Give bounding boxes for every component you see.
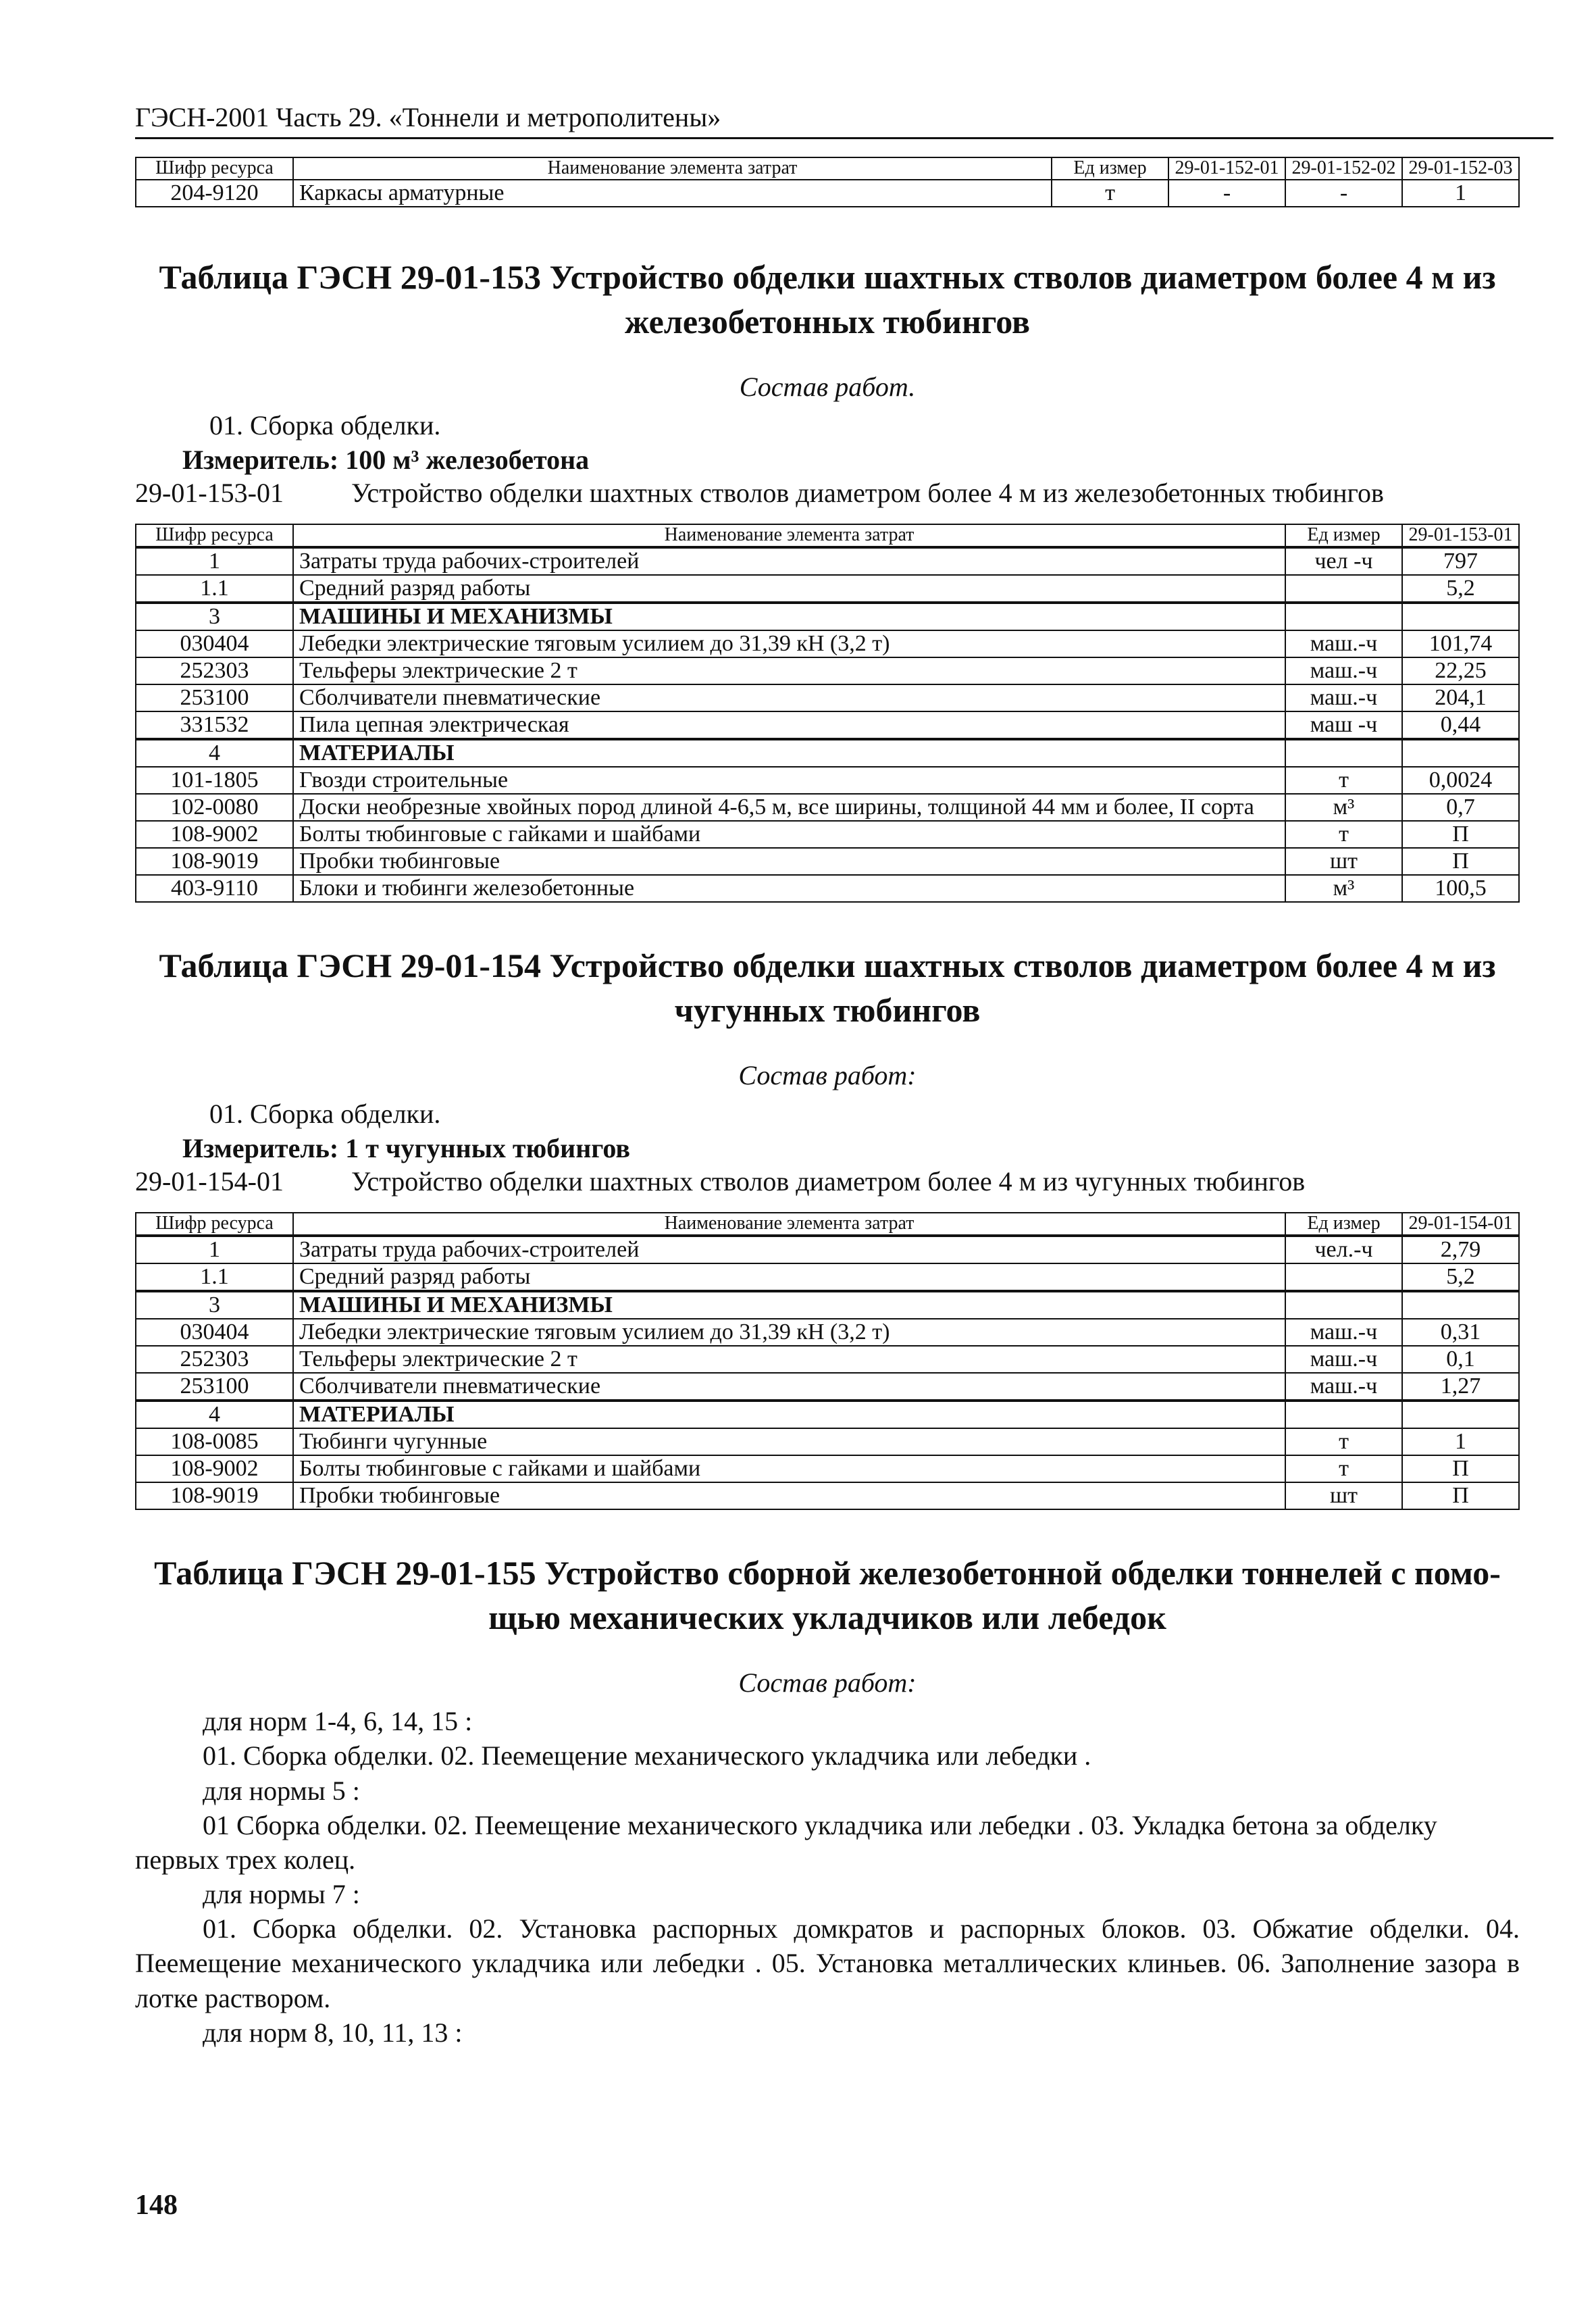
row-unit: маш.-ч bbox=[1285, 1373, 1402, 1401]
row-unit: шт bbox=[1285, 848, 1402, 875]
header-col-3: 29-01-152-03 bbox=[1402, 157, 1519, 180]
row-name: Тельферы электрические 2 т bbox=[293, 1346, 1285, 1373]
table-row bbox=[136, 848, 1519, 875]
row-unit: чел.-ч bbox=[1285, 1236, 1402, 1263]
row-unit: маш.-ч bbox=[1285, 1319, 1402, 1346]
row-code: 108-9002 bbox=[136, 1455, 293, 1482]
row-name: МАТЕРИАЛЫ bbox=[293, 1401, 1285, 1428]
row-code: 252303 bbox=[136, 1346, 293, 1373]
norm-code: 29-01-154-01 bbox=[135, 1166, 284, 1197]
table-row bbox=[136, 1373, 1519, 1401]
measure-line: Измеритель: 100 м³ железобетона bbox=[182, 444, 590, 475]
header-unit: Ед измер bbox=[1285, 524, 1402, 547]
row-value: 204,1 bbox=[1402, 684, 1519, 711]
row-value bbox=[1402, 1291, 1519, 1319]
row-code: 4 bbox=[136, 1401, 293, 1428]
composition-heading: Состав работ: bbox=[738, 1667, 917, 1699]
row-name: Средний разряд работы bbox=[293, 575, 1285, 603]
table-row bbox=[136, 1346, 1519, 1373]
header-unit: Ед измер bbox=[1285, 1213, 1402, 1236]
row-code: 108-9019 bbox=[136, 848, 293, 875]
header-name: Наименование элемента затрат bbox=[293, 157, 1052, 180]
page bbox=[135, 101, 1520, 2050]
row-code: 204-9120 bbox=[136, 180, 293, 207]
row-value bbox=[1402, 739, 1519, 767]
header-col: 29-01-154-01 bbox=[1402, 1213, 1519, 1236]
header-name: Наименование элемента затрат bbox=[293, 1213, 1285, 1236]
table-row bbox=[136, 821, 1519, 848]
paragraph: для норм 8, 10, 11, 13 : bbox=[203, 2017, 463, 2048]
row-name: Блоки и тюбинги железобетонные bbox=[293, 875, 1285, 902]
row-name: Болты тюбинговые с гайками и шайбами bbox=[293, 1455, 1285, 1482]
table-row bbox=[136, 603, 1519, 630]
row-name: МАШИНЫ И МЕХАНИЗМЫ bbox=[293, 1291, 1285, 1319]
row-name: МАШИНЫ И МЕХАНИЗМЫ bbox=[293, 603, 1285, 630]
row-name: Пробки тюбинговые bbox=[293, 1482, 1285, 1509]
row-value: 0,0024 bbox=[1402, 767, 1519, 794]
norm-code: 29-01-153-01 bbox=[135, 478, 284, 509]
section-154-title: Таблица ГЭСН 29-01-154 Устройство обделки шахтных стволов диаметром более 4 м из чугунных тюбингов bbox=[159, 946, 1496, 1029]
row-name: Средний разряд работы bbox=[293, 1263, 1285, 1291]
row-value: П bbox=[1402, 821, 1519, 848]
row-value-1: - bbox=[1168, 180, 1285, 207]
row-unit bbox=[1285, 1291, 1402, 1319]
row-code: 1 bbox=[136, 547, 293, 575]
composition-heading: Состав работ: bbox=[738, 1059, 917, 1090]
row-value: П bbox=[1402, 848, 1519, 875]
row-code: 030404 bbox=[136, 630, 293, 657]
header-code: Шифр ресурса bbox=[136, 157, 293, 180]
row-code: 1.1 bbox=[136, 1263, 293, 1291]
table-row bbox=[136, 1428, 1519, 1455]
row-name: Сболчиватели пневматические bbox=[293, 1373, 1285, 1401]
running-head: ГЭСН-2001 Часть 29. «Тоннели и метрополитены» bbox=[135, 101, 1553, 139]
table-row bbox=[136, 1236, 1519, 1263]
table-row bbox=[136, 1291, 1519, 1319]
table-row bbox=[136, 630, 1519, 657]
row-value: 0,7 bbox=[1402, 794, 1519, 821]
table-row bbox=[136, 711, 1519, 739]
table-row bbox=[136, 1319, 1519, 1346]
row-value: 1 bbox=[1402, 1428, 1519, 1455]
row-name: Тельферы электрические 2 т bbox=[293, 657, 1285, 684]
row-value bbox=[1402, 603, 1519, 630]
row-code: 108-9002 bbox=[136, 821, 293, 848]
row-unit: маш.-ч bbox=[1285, 630, 1402, 657]
row-value: 22,25 bbox=[1402, 657, 1519, 684]
row-value: П bbox=[1402, 1482, 1519, 1509]
row-unit bbox=[1285, 603, 1402, 630]
row-name: Болты тюбинговые с гайками и шайбами bbox=[293, 821, 1285, 848]
row-unit: т bbox=[1285, 821, 1402, 848]
row-code: 3 bbox=[136, 1291, 293, 1319]
header-unit: Ед измер bbox=[1052, 157, 1168, 180]
table-153 bbox=[135, 524, 1520, 903]
row-code: 1.1 bbox=[136, 575, 293, 603]
row-unit bbox=[1285, 1401, 1402, 1428]
row-unit: т bbox=[1285, 1455, 1402, 1482]
row-code: 4 bbox=[136, 739, 293, 767]
work-item: 01. Сборка обделки. bbox=[209, 409, 441, 441]
header-col-1: 29-01-152-01 bbox=[1168, 157, 1285, 180]
row-value: 797 bbox=[1402, 547, 1519, 575]
paragraph: для нормы 7 : bbox=[203, 1879, 360, 1910]
row-code: 1 bbox=[136, 1236, 293, 1263]
row-unit: м³ bbox=[1285, 875, 1402, 902]
row-code: 102-0080 bbox=[136, 794, 293, 821]
row-unit: маш.-ч bbox=[1285, 1346, 1402, 1373]
row-name: Лебедки электрические тяговым усилием до 31,39 кН (3,2 т) bbox=[293, 1319, 1285, 1346]
paragraph: 01. Сборка обделки. 02. Пеемещение механического укладчика или лебедки . bbox=[203, 1740, 1091, 1771]
table-row bbox=[136, 1455, 1519, 1482]
work-item: 01. Сборка обделки. bbox=[209, 1098, 441, 1129]
table-152 bbox=[135, 157, 1520, 207]
table-row bbox=[136, 575, 1519, 603]
row-code: 253100 bbox=[136, 684, 293, 711]
table-row bbox=[136, 1401, 1519, 1428]
section-153 bbox=[135, 255, 1520, 903]
table-row bbox=[136, 794, 1519, 821]
row-name: Пробки тюбинговые bbox=[293, 848, 1285, 875]
table-row bbox=[136, 1482, 1519, 1509]
row-value: П bbox=[1402, 1455, 1519, 1482]
norm-line bbox=[135, 1165, 1520, 1197]
table-row bbox=[136, 657, 1519, 684]
header-code: Шифр ресурса bbox=[136, 1213, 293, 1236]
row-unit: т bbox=[1285, 1428, 1402, 1455]
paragraph: для норм 1-4, 6, 14, 15 : bbox=[203, 1706, 473, 1737]
page-number: 148 bbox=[135, 2190, 178, 2221]
paragraph: 01. Сборка обделки. 02. Установка распорных домкратов и распорных блоков. 03. Обжатие обделки. 04. Пеемещение механического укладчика или лебедки . 05. Установка металлических клиньев. 06. Заполнение зазора в лотке раствором. bbox=[135, 1913, 1520, 2013]
row-unit: маш.-ч bbox=[1285, 684, 1402, 711]
header-col-2: 29-01-152-02 bbox=[1285, 157, 1402, 180]
row-value: 1,27 bbox=[1402, 1373, 1519, 1401]
row-code: 108-0085 bbox=[136, 1428, 293, 1455]
row-name: МАТЕРИАЛЫ bbox=[293, 739, 1285, 767]
row-name: Доски необрезные хвойных пород длиной 4-6,5 м, все ширины, толщиной 44 мм и более, II сорта bbox=[293, 794, 1285, 821]
row-unit bbox=[1285, 1263, 1402, 1291]
table-row bbox=[136, 767, 1519, 794]
paragraph: 01 Сборка обделки. 02. Пеемещение механического укладчика или лебедки . 03. Укладка бетона за обделку первых трех колец. bbox=[135, 1809, 1437, 1875]
table-row bbox=[136, 547, 1519, 575]
section-154 bbox=[135, 943, 1520, 1510]
row-unit: т bbox=[1052, 180, 1168, 207]
row-name: Гвозди строительные bbox=[293, 767, 1285, 794]
row-value bbox=[1402, 1401, 1519, 1428]
row-value: 0,1 bbox=[1402, 1346, 1519, 1373]
measure-line: Измеритель: 1 т чугунных тюбингов bbox=[182, 1133, 631, 1164]
row-name: Пила цепная электрическая bbox=[293, 711, 1285, 739]
row-code: 101-1805 bbox=[136, 767, 293, 794]
section-155 bbox=[135, 1551, 1520, 2050]
table-row bbox=[136, 739, 1519, 767]
row-value: 101,74 bbox=[1402, 630, 1519, 657]
row-name: Тюбинги чугунные bbox=[293, 1428, 1285, 1455]
table-row bbox=[136, 875, 1519, 902]
table-row bbox=[136, 1263, 1519, 1291]
row-unit: чел -ч bbox=[1285, 547, 1402, 575]
row-value: 0,31 bbox=[1402, 1319, 1519, 1346]
header-col: 29-01-153-01 bbox=[1402, 524, 1519, 547]
norm-line bbox=[135, 477, 1520, 509]
norm-name: Устройство обделки шахтных стволов диаметром более 4 м из железобетонных тюбингов bbox=[351, 478, 1384, 509]
row-name: Лебедки электрические тяговым усилием до 31,39 кН (3,2 т) bbox=[293, 630, 1285, 657]
row-name: Сболчиватели пневматические bbox=[293, 684, 1285, 711]
row-unit: маш.-ч bbox=[1285, 657, 1402, 684]
row-value: 5,2 bbox=[1402, 1263, 1519, 1291]
row-code: 030404 bbox=[136, 1319, 293, 1346]
row-unit bbox=[1285, 575, 1402, 603]
header-name: Наименование элемента затрат bbox=[293, 524, 1285, 547]
row-code: 253100 bbox=[136, 1373, 293, 1401]
table-row bbox=[136, 684, 1519, 711]
row-value: 100,5 bbox=[1402, 875, 1519, 902]
row-code: 331532 bbox=[136, 711, 293, 739]
row-unit bbox=[1285, 739, 1402, 767]
section-153-title: Таблица ГЭСН 29-01-153 Устройство обделки шахтных стволов диаметром более 4 м из железобетонных тюбингов bbox=[159, 257, 1496, 341]
row-value-3: 1 bbox=[1402, 180, 1519, 207]
row-unit: м³ bbox=[1285, 794, 1402, 821]
row-value: 2,79 bbox=[1402, 1236, 1519, 1263]
composition-heading: Состав работ. bbox=[739, 371, 916, 402]
row-code: 108-9019 bbox=[136, 1482, 293, 1509]
row-name: Затраты труда рабочих-строителей bbox=[293, 547, 1285, 575]
row-code: 252303 bbox=[136, 657, 293, 684]
row-value: 0,44 bbox=[1402, 711, 1519, 739]
row-unit: т bbox=[1285, 767, 1402, 794]
row-value-2: - bbox=[1285, 180, 1402, 207]
paragraph: для нормы 5 : bbox=[203, 1775, 360, 1806]
row-unit: шт bbox=[1285, 1482, 1402, 1509]
row-unit: маш -ч bbox=[1285, 711, 1402, 739]
header-code: Шифр ресурса bbox=[136, 524, 293, 547]
row-code: 3 bbox=[136, 603, 293, 630]
row-name: Затраты труда рабочих-строителей bbox=[293, 1236, 1285, 1263]
row-code: 403-9110 bbox=[136, 875, 293, 902]
section-155-title: Таблица ГЭСН 29-01-155 Устройство сборной железобетонной обделки тоннелей с помо- щью механических укладчиков или лебедок bbox=[154, 1554, 1501, 1637]
table-154 bbox=[135, 1212, 1520, 1510]
row-value: 5,2 bbox=[1402, 575, 1519, 603]
norm-name: Устройство обделки шахтных стволов диаметром более 4 м из чугунных тюбингов bbox=[351, 1166, 1306, 1197]
row-name: Каркасы арматурные bbox=[293, 180, 1052, 207]
